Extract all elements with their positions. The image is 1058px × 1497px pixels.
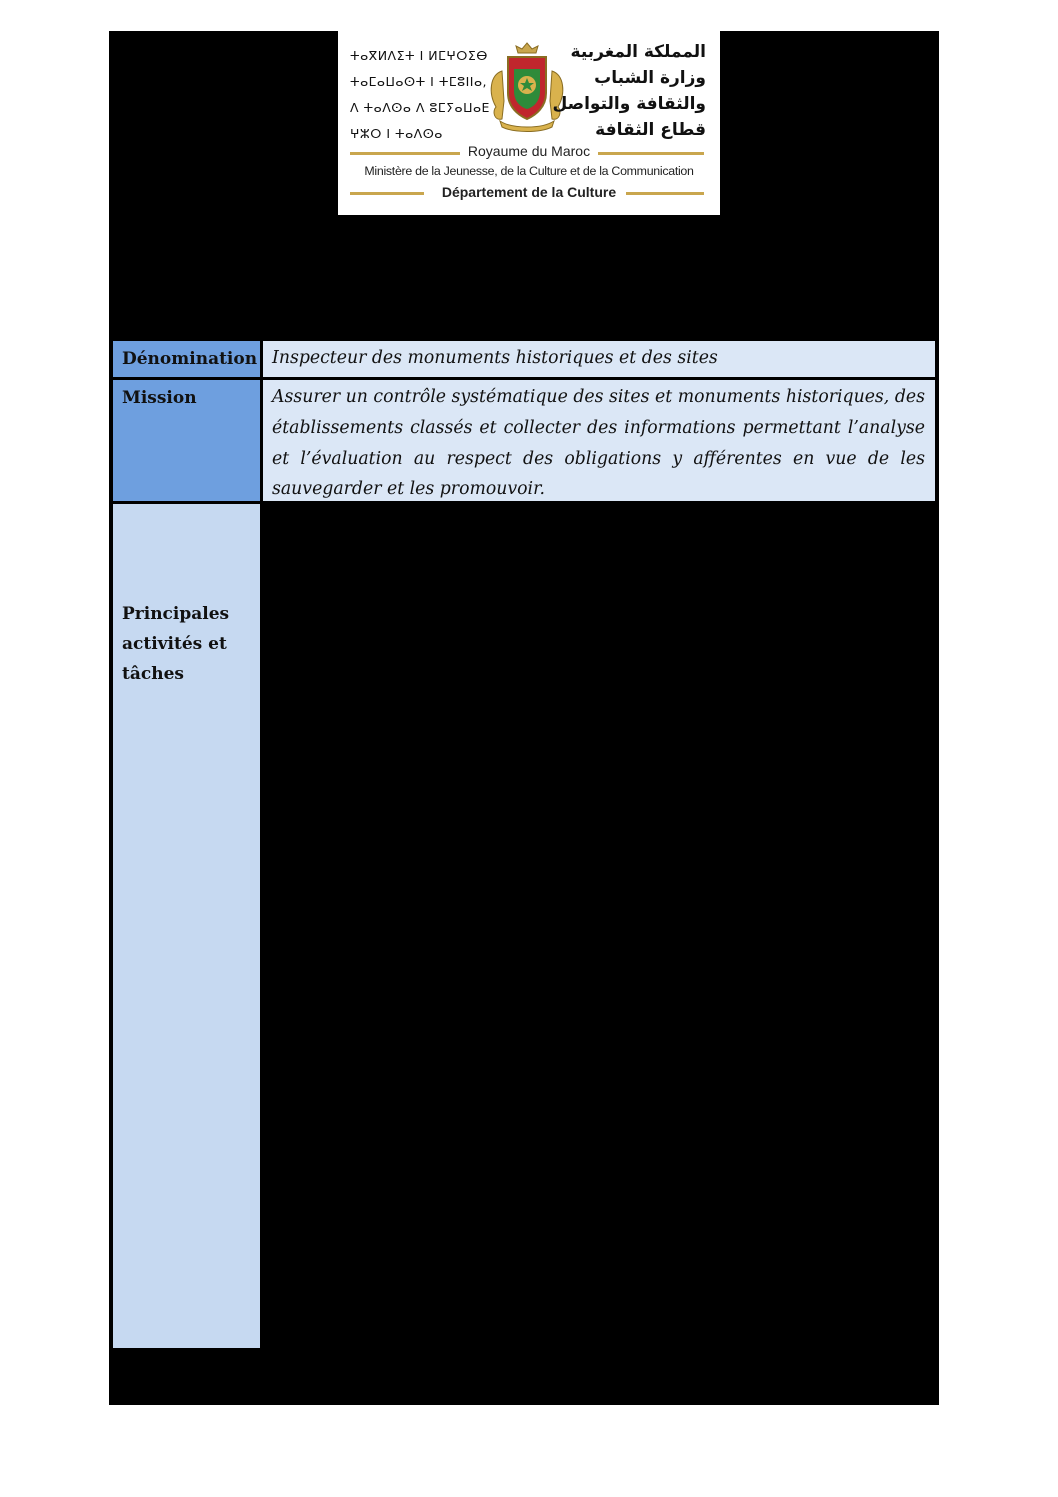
activites-label-line: tâches bbox=[122, 664, 184, 684]
tifinagh-line: ⴷ ⵜⴰⴷⵙⴰ ⴷ ⵓⵎⵢⴰⵡⴰⴹ bbox=[350, 100, 490, 115]
ministere-label: Ministère de la Jeunesse, de la Culture et de la Communication bbox=[364, 164, 694, 178]
activites-label-cell bbox=[113, 504, 260, 1348]
activites-label-line: activités et bbox=[122, 634, 227, 654]
denomination-label: Dénomination bbox=[113, 341, 260, 377]
ministry-header-logo bbox=[338, 31, 720, 215]
activites-label bbox=[113, 599, 229, 689]
arabic-line: قطاع الثقافة bbox=[595, 120, 706, 140]
tifinagh-line: ⵜⴰⴳⵍⴷⵉⵜ ⵏ ⵍⵎⵖⵔⵉⴱ bbox=[350, 48, 488, 63]
mission-label: Mission bbox=[113, 380, 260, 501]
arabic-line: والثقافة والتواصل bbox=[552, 94, 706, 114]
arabic-line: المملكة المغربية bbox=[570, 42, 706, 62]
tifinagh-line: ⵜⴰⵎⴰⵡⴰⵙⵜ ⵏ ⵜⵎⵓⵏⵏⴰ, bbox=[350, 74, 488, 89]
tifinagh-line: ⵖⵣⵔ ⵏ ⵜⴰⴷⵙⴰ bbox=[350, 126, 443, 141]
royaume-label: Royaume du Maroc bbox=[467, 143, 591, 159]
activites-label-line: Principales bbox=[122, 604, 230, 624]
coat-of-arms-icon bbox=[484, 41, 570, 133]
mission-value: Assurer un contrôle systématique des sites et monuments historiques, des établissements classés et collecter des informations permettant l’analyse et l’évaluation au respect des obligations y afférentes en vue de les sauvegarder et les promouvoir. bbox=[263, 380, 935, 501]
tifinagh-text bbox=[350, 43, 490, 147]
arabic-text bbox=[552, 39, 706, 143]
gold-rule bbox=[598, 152, 704, 155]
departement-label: Département de la Culture bbox=[441, 184, 617, 200]
denomination-value: Inspecteur des monuments historiques et des sites bbox=[263, 341, 935, 377]
arabic-line: وزارة الشباب bbox=[594, 68, 706, 88]
gold-rule bbox=[626, 192, 704, 195]
